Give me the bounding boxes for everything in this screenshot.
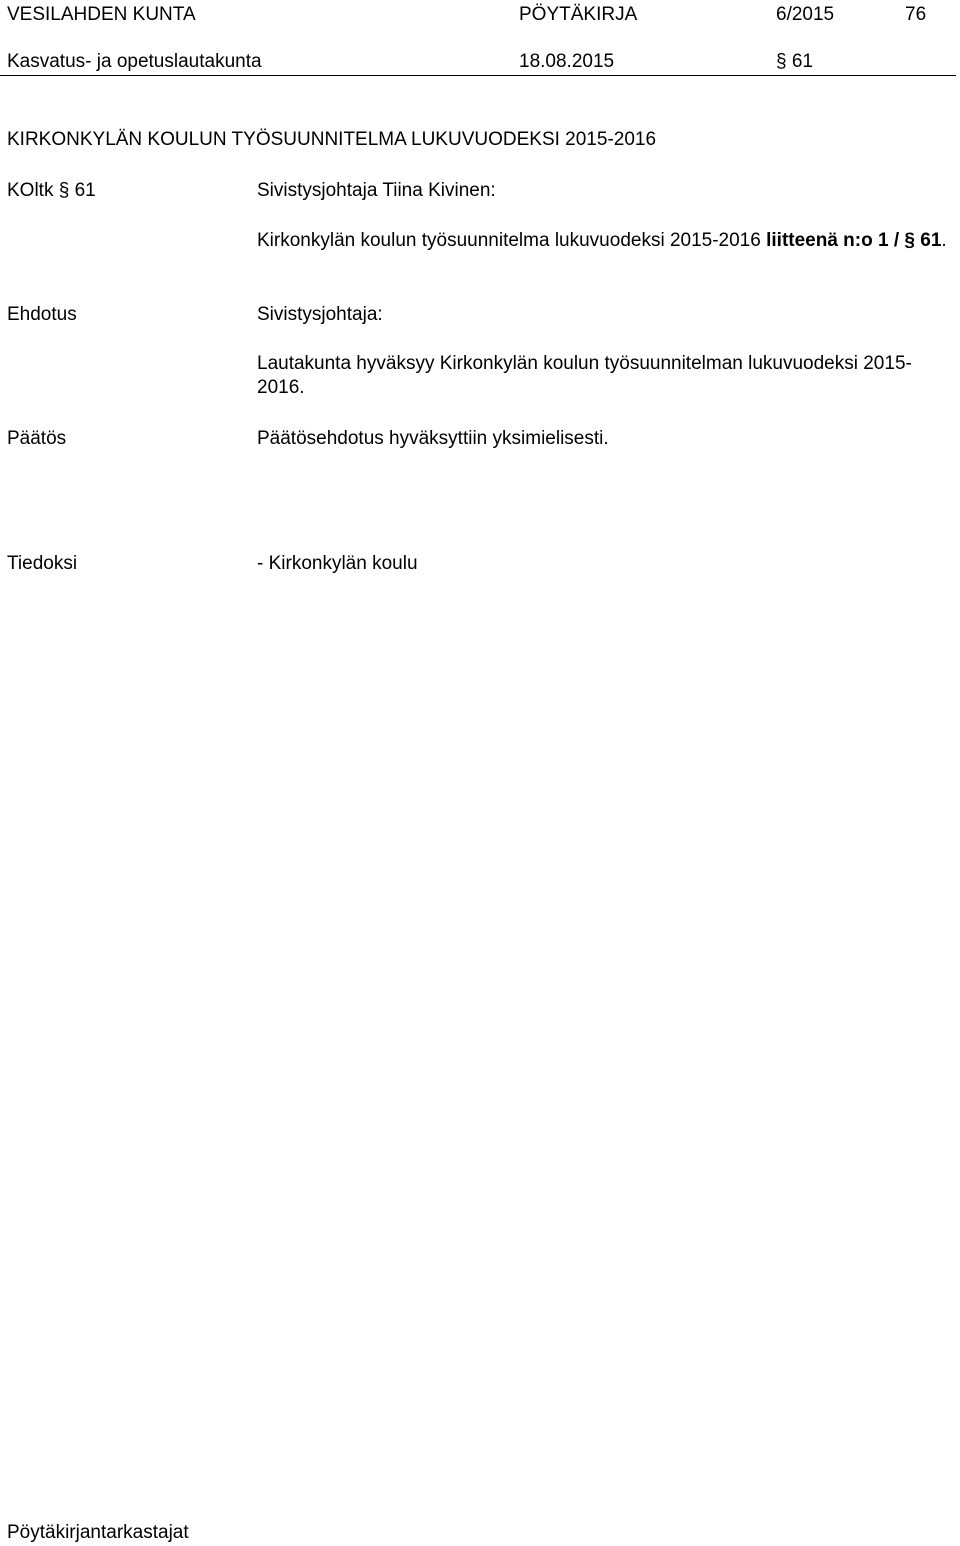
- board-name: Kasvatus- ja opetuslautakunta: [7, 51, 262, 72]
- proposal-presenter: Sivistysjohtaja:: [257, 304, 383, 325]
- prep-text-prefix: Kirkonkylän koulun työsuunnitelma lukuvuodeksi 2015-2016: [257, 230, 767, 251]
- prep-label: KOltk § 61: [7, 180, 96, 201]
- attachment-reference: liitteenä n:o 1 / § 61: [766, 230, 942, 251]
- proposal-text: Lautakunta hyväksyy Kirkonkylän koulun työsuunnitelman lukuvuodeksi 2015-2016.: [257, 353, 912, 398]
- page-title: KIRKONKYLÄN KOULUN TYÖSUUNNITELMA LUKUVUODEKSI 2015-2016: [7, 129, 657, 150]
- meeting-date: 18.08.2015: [519, 51, 615, 72]
- prep-text-suffix: .: [941, 230, 947, 251]
- decision-label: Päätös: [7, 428, 67, 449]
- info-label: Tiedoksi: [7, 553, 78, 574]
- document-type: PÖYTÄKIRJA: [519, 4, 638, 25]
- footer-label: Pöytäkirjantarkastajat: [7, 1522, 189, 1543]
- section-number: § 61: [776, 51, 813, 72]
- decision-text: Päätösehdotus hyväksyttiin yksimielisesti.: [257, 428, 609, 449]
- municipality-name: VESILAHDEN KUNTA: [7, 4, 196, 25]
- prep-presenter: Sivistysjohtaja Tiina Kivinen:: [257, 180, 496, 201]
- prep-text: [257, 229, 947, 253]
- page-number: 76: [905, 4, 927, 25]
- header-divider: [0, 75, 956, 76]
- issue-number: 6/2015: [776, 4, 835, 25]
- info-recipient: - Kirkonkylän koulu: [257, 553, 418, 574]
- proposal-label: Ehdotus: [7, 304, 77, 325]
